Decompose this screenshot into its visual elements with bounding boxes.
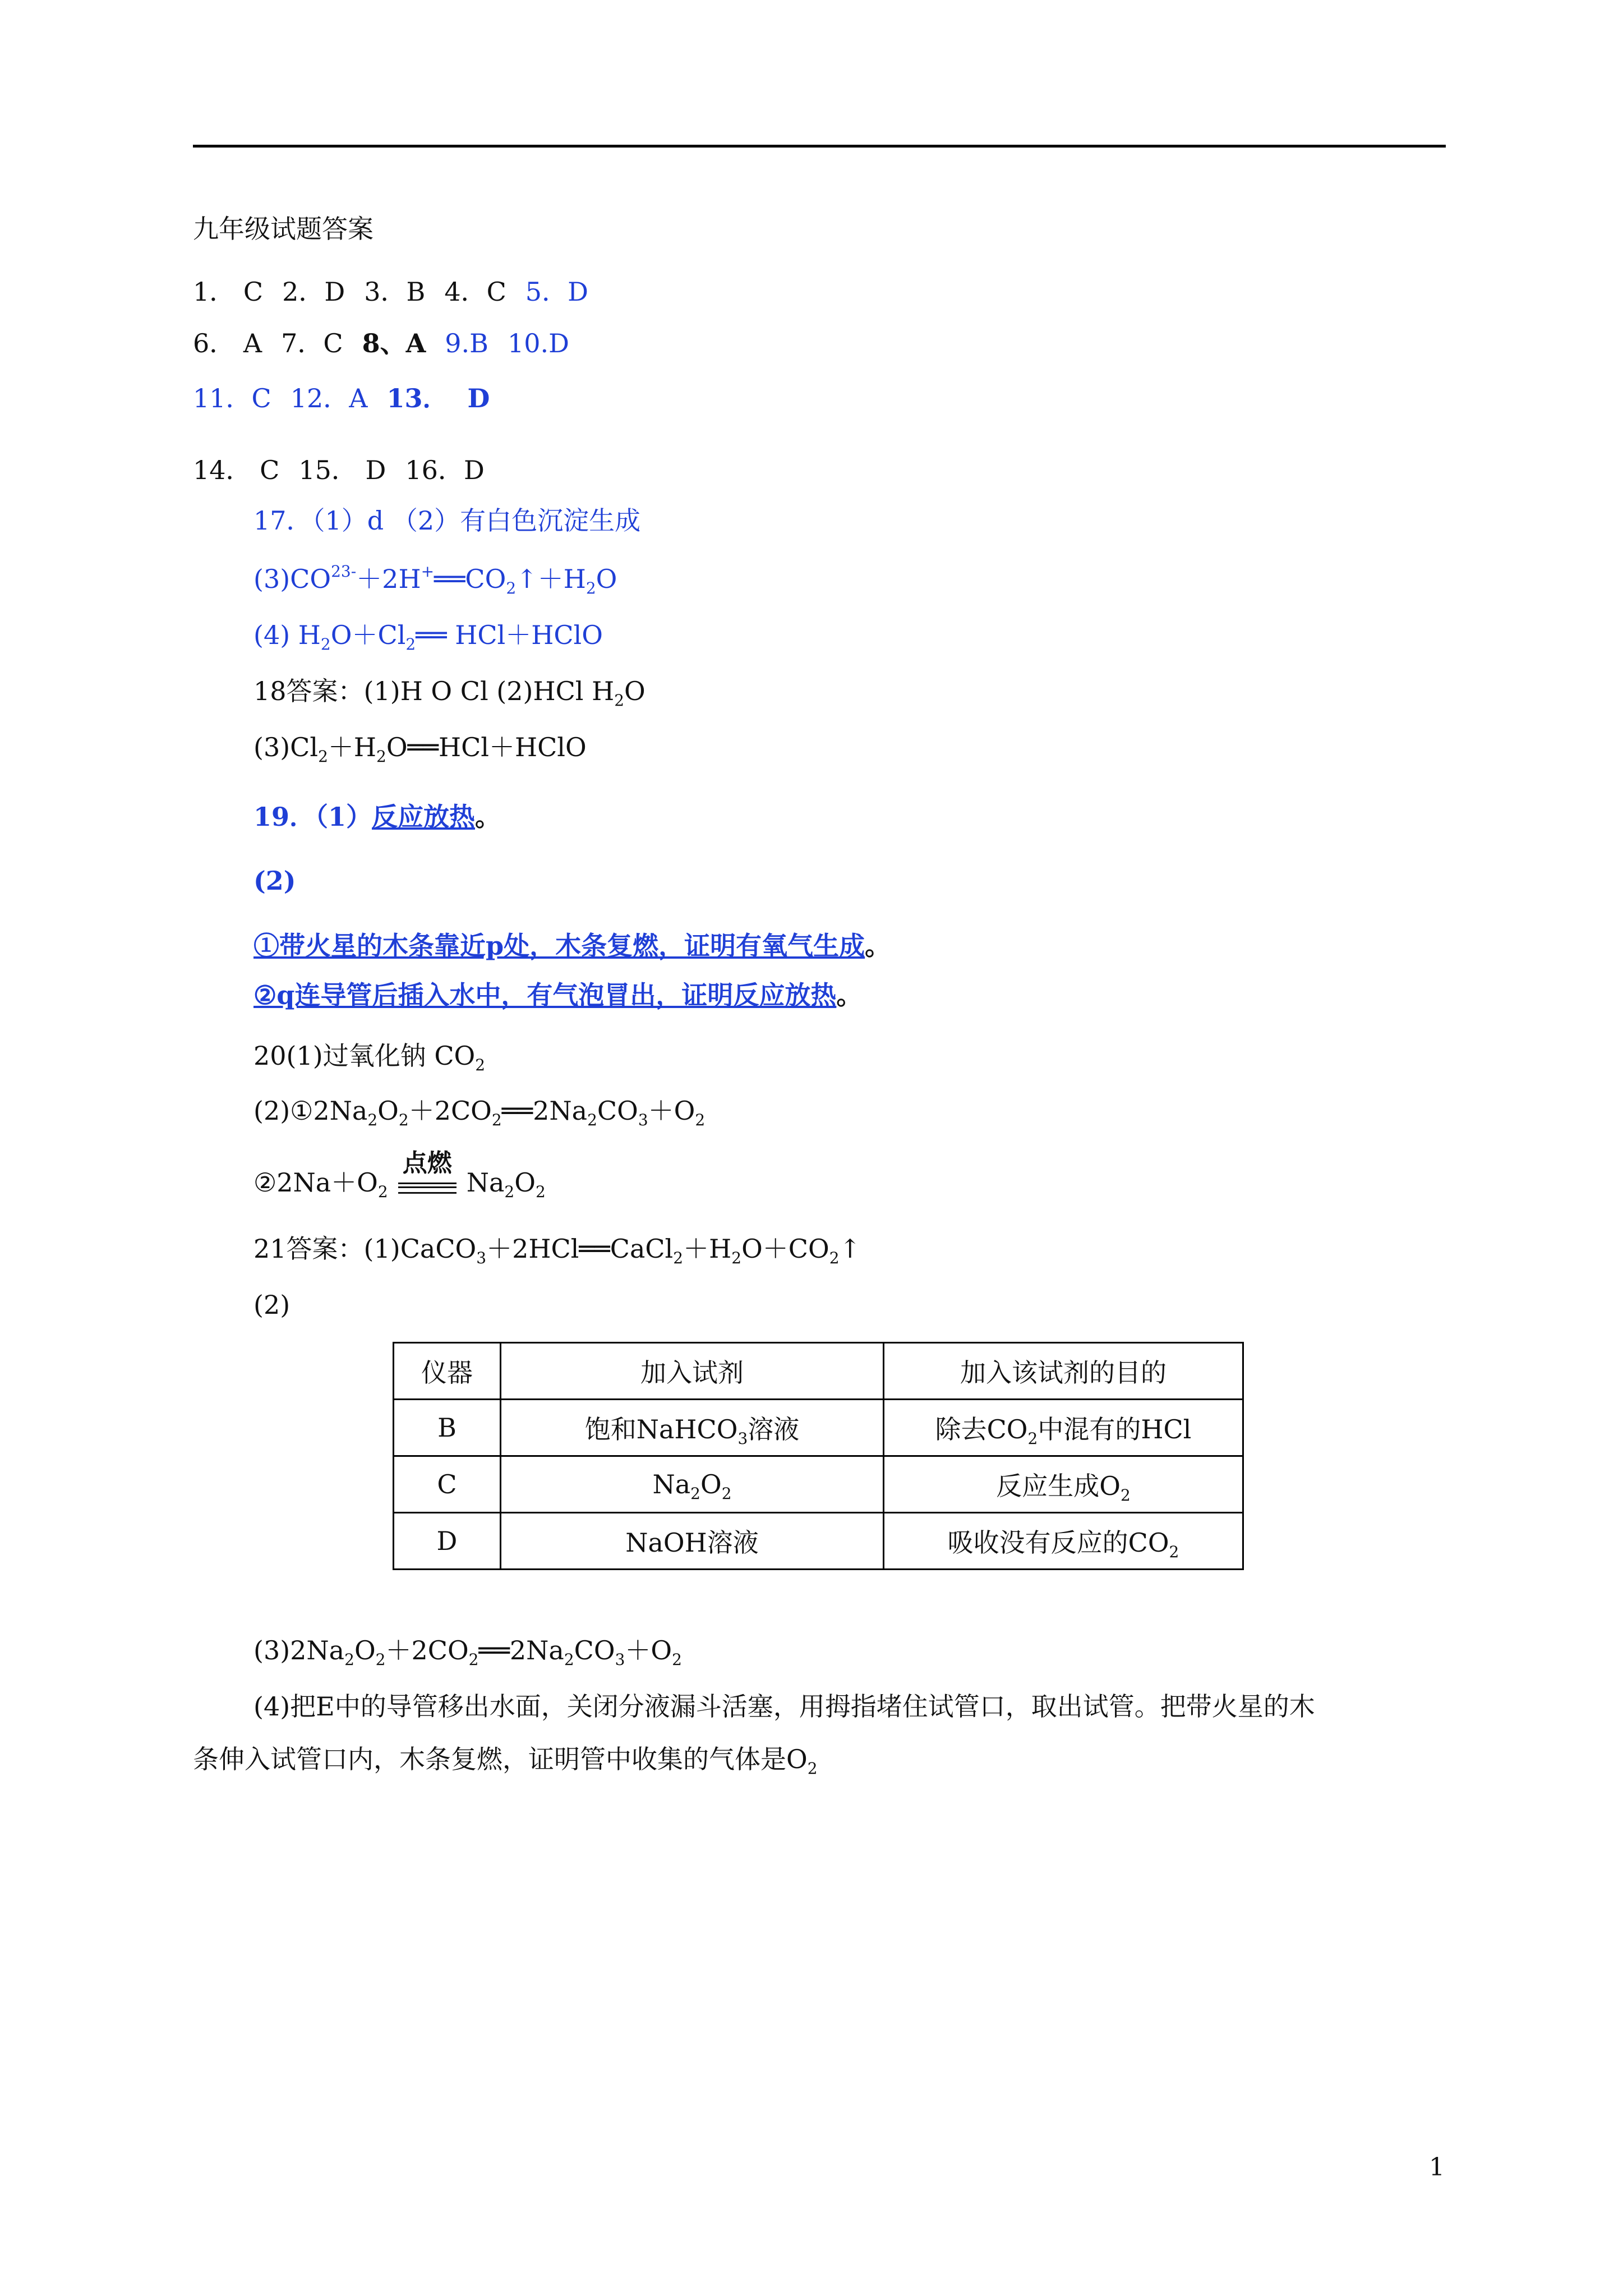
table-header: 仪器 bbox=[394, 1343, 501, 1400]
table-cell: 反应生成$O_2$ bbox=[884, 1456, 1243, 1513]
table-header: 加入试剂 bbox=[501, 1343, 884, 1400]
answer-15: 15． D bbox=[298, 455, 386, 485]
answer-11: 11．C bbox=[193, 383, 271, 413]
q20-line-3: $②2Na+O_2$ 点燃 $Na_2O_2$ bbox=[253, 1149, 546, 1201]
q19-line-4: ②q连导管后插入水中，有气泡冒出，证明反应放热。 bbox=[253, 980, 863, 1010]
q18-line-2: $(3)Cl_2+H_2O══HCl+HClO$ bbox=[253, 732, 587, 766]
answer-2: 2．D bbox=[282, 277, 345, 307]
q21-line-1: 21答案：$(1)CaCO_3+2HCl══CaCl_2+H_2O+CO_2↑$ bbox=[253, 1234, 861, 1267]
page-number: 1 bbox=[1429, 2153, 1445, 2182]
table-cell: D bbox=[394, 1513, 501, 1570]
table-header: 加入该试剂的目的 bbox=[884, 1343, 1243, 1400]
answer-6: 6． A bbox=[193, 328, 262, 358]
reagent-table bbox=[393, 1342, 1244, 1570]
answers-row-4 bbox=[193, 453, 504, 487]
q17-line-2: $(3)CO^{23-}+2H^+══CO_2↑+H_2O$ bbox=[253, 562, 617, 597]
answer-7: 7．C bbox=[281, 328, 343, 358]
table-row bbox=[394, 1456, 1243, 1513]
q20-line-1: 20(1)过氧化钠 $CO_2$ bbox=[253, 1041, 486, 1074]
answer-9: 9.B bbox=[445, 328, 488, 358]
q21-line-5: 条伸入试管口内，木条复燃，证明管中收集的气体是$O_2$ bbox=[193, 1744, 818, 1778]
answer-16: 16．D bbox=[405, 455, 485, 485]
answer-3: 3．B bbox=[364, 277, 426, 307]
answer-4: 4．C bbox=[444, 277, 506, 307]
answer-14: 14． C bbox=[193, 455, 280, 485]
answer-13-label: 13． bbox=[386, 383, 449, 413]
table-cell: C bbox=[394, 1456, 501, 1513]
answers-row-2 bbox=[193, 326, 588, 360]
table-row bbox=[394, 1400, 1243, 1456]
q21-line-3: $(3)2Na_2O_2+2CO_2══2Na_2CO_3+O_2$ bbox=[253, 1635, 682, 1669]
answers-row-3 bbox=[193, 381, 509, 415]
answer-10: 10.D bbox=[507, 328, 570, 358]
table-header-row bbox=[394, 1343, 1243, 1400]
table-row bbox=[394, 1513, 1243, 1570]
reaction-condition: 点燃 bbox=[396, 1166, 459, 1199]
answers-row-1 bbox=[193, 275, 607, 309]
table-cell: 除去$CO_2$中混有的HCl bbox=[884, 1400, 1243, 1456]
answer-8: 8、A bbox=[362, 328, 426, 358]
table-cell: B bbox=[394, 1400, 501, 1456]
doc-title: 九年级试题答案 bbox=[193, 214, 374, 244]
header-rule bbox=[193, 145, 1446, 148]
answer-1: 1． C bbox=[193, 277, 264, 307]
table-cell: NaOH溶液 bbox=[501, 1513, 884, 1570]
q19-line-3: ①带火星的木条靠近p处，木条复燃，证明有氧气生成。 bbox=[253, 931, 891, 961]
q17-line-1: 17．（1）d （2）有白色沉淀生成 bbox=[253, 505, 641, 536]
answer-5: 5．D bbox=[525, 277, 588, 307]
q17-line-3: (4) $H_2O+Cl_2══$ HCl＋HClO bbox=[253, 620, 603, 654]
q19-line-1: 19．（1）反应放热。 bbox=[253, 802, 501, 832]
table-cell: 饱和NaHCO$_3$溶液 bbox=[501, 1400, 884, 1456]
answer-13: D bbox=[467, 383, 490, 413]
q21-line-2: (2) bbox=[253, 1290, 291, 1320]
q19-line-2: (2) bbox=[253, 866, 296, 896]
table-cell: $Na_2O_2$ bbox=[501, 1456, 884, 1513]
q21-line-4: (4)把E中的导管移出水面，关闭分液漏斗活塞，用拇指堵住试管口，取出试管。把带火星的木 bbox=[253, 1691, 1315, 1722]
answer-12: 12．A bbox=[290, 383, 368, 413]
table-cell: 吸收没有反应的$CO_2$ bbox=[884, 1513, 1243, 1570]
q20-line-2: $(2)①2Na_2O_2+2CO_2══2Na_2CO_3+O_2$ bbox=[253, 1096, 706, 1129]
q18-line-1: 18答案：(1)H O Cl (2)HCl $H_2O$ bbox=[253, 676, 645, 710]
